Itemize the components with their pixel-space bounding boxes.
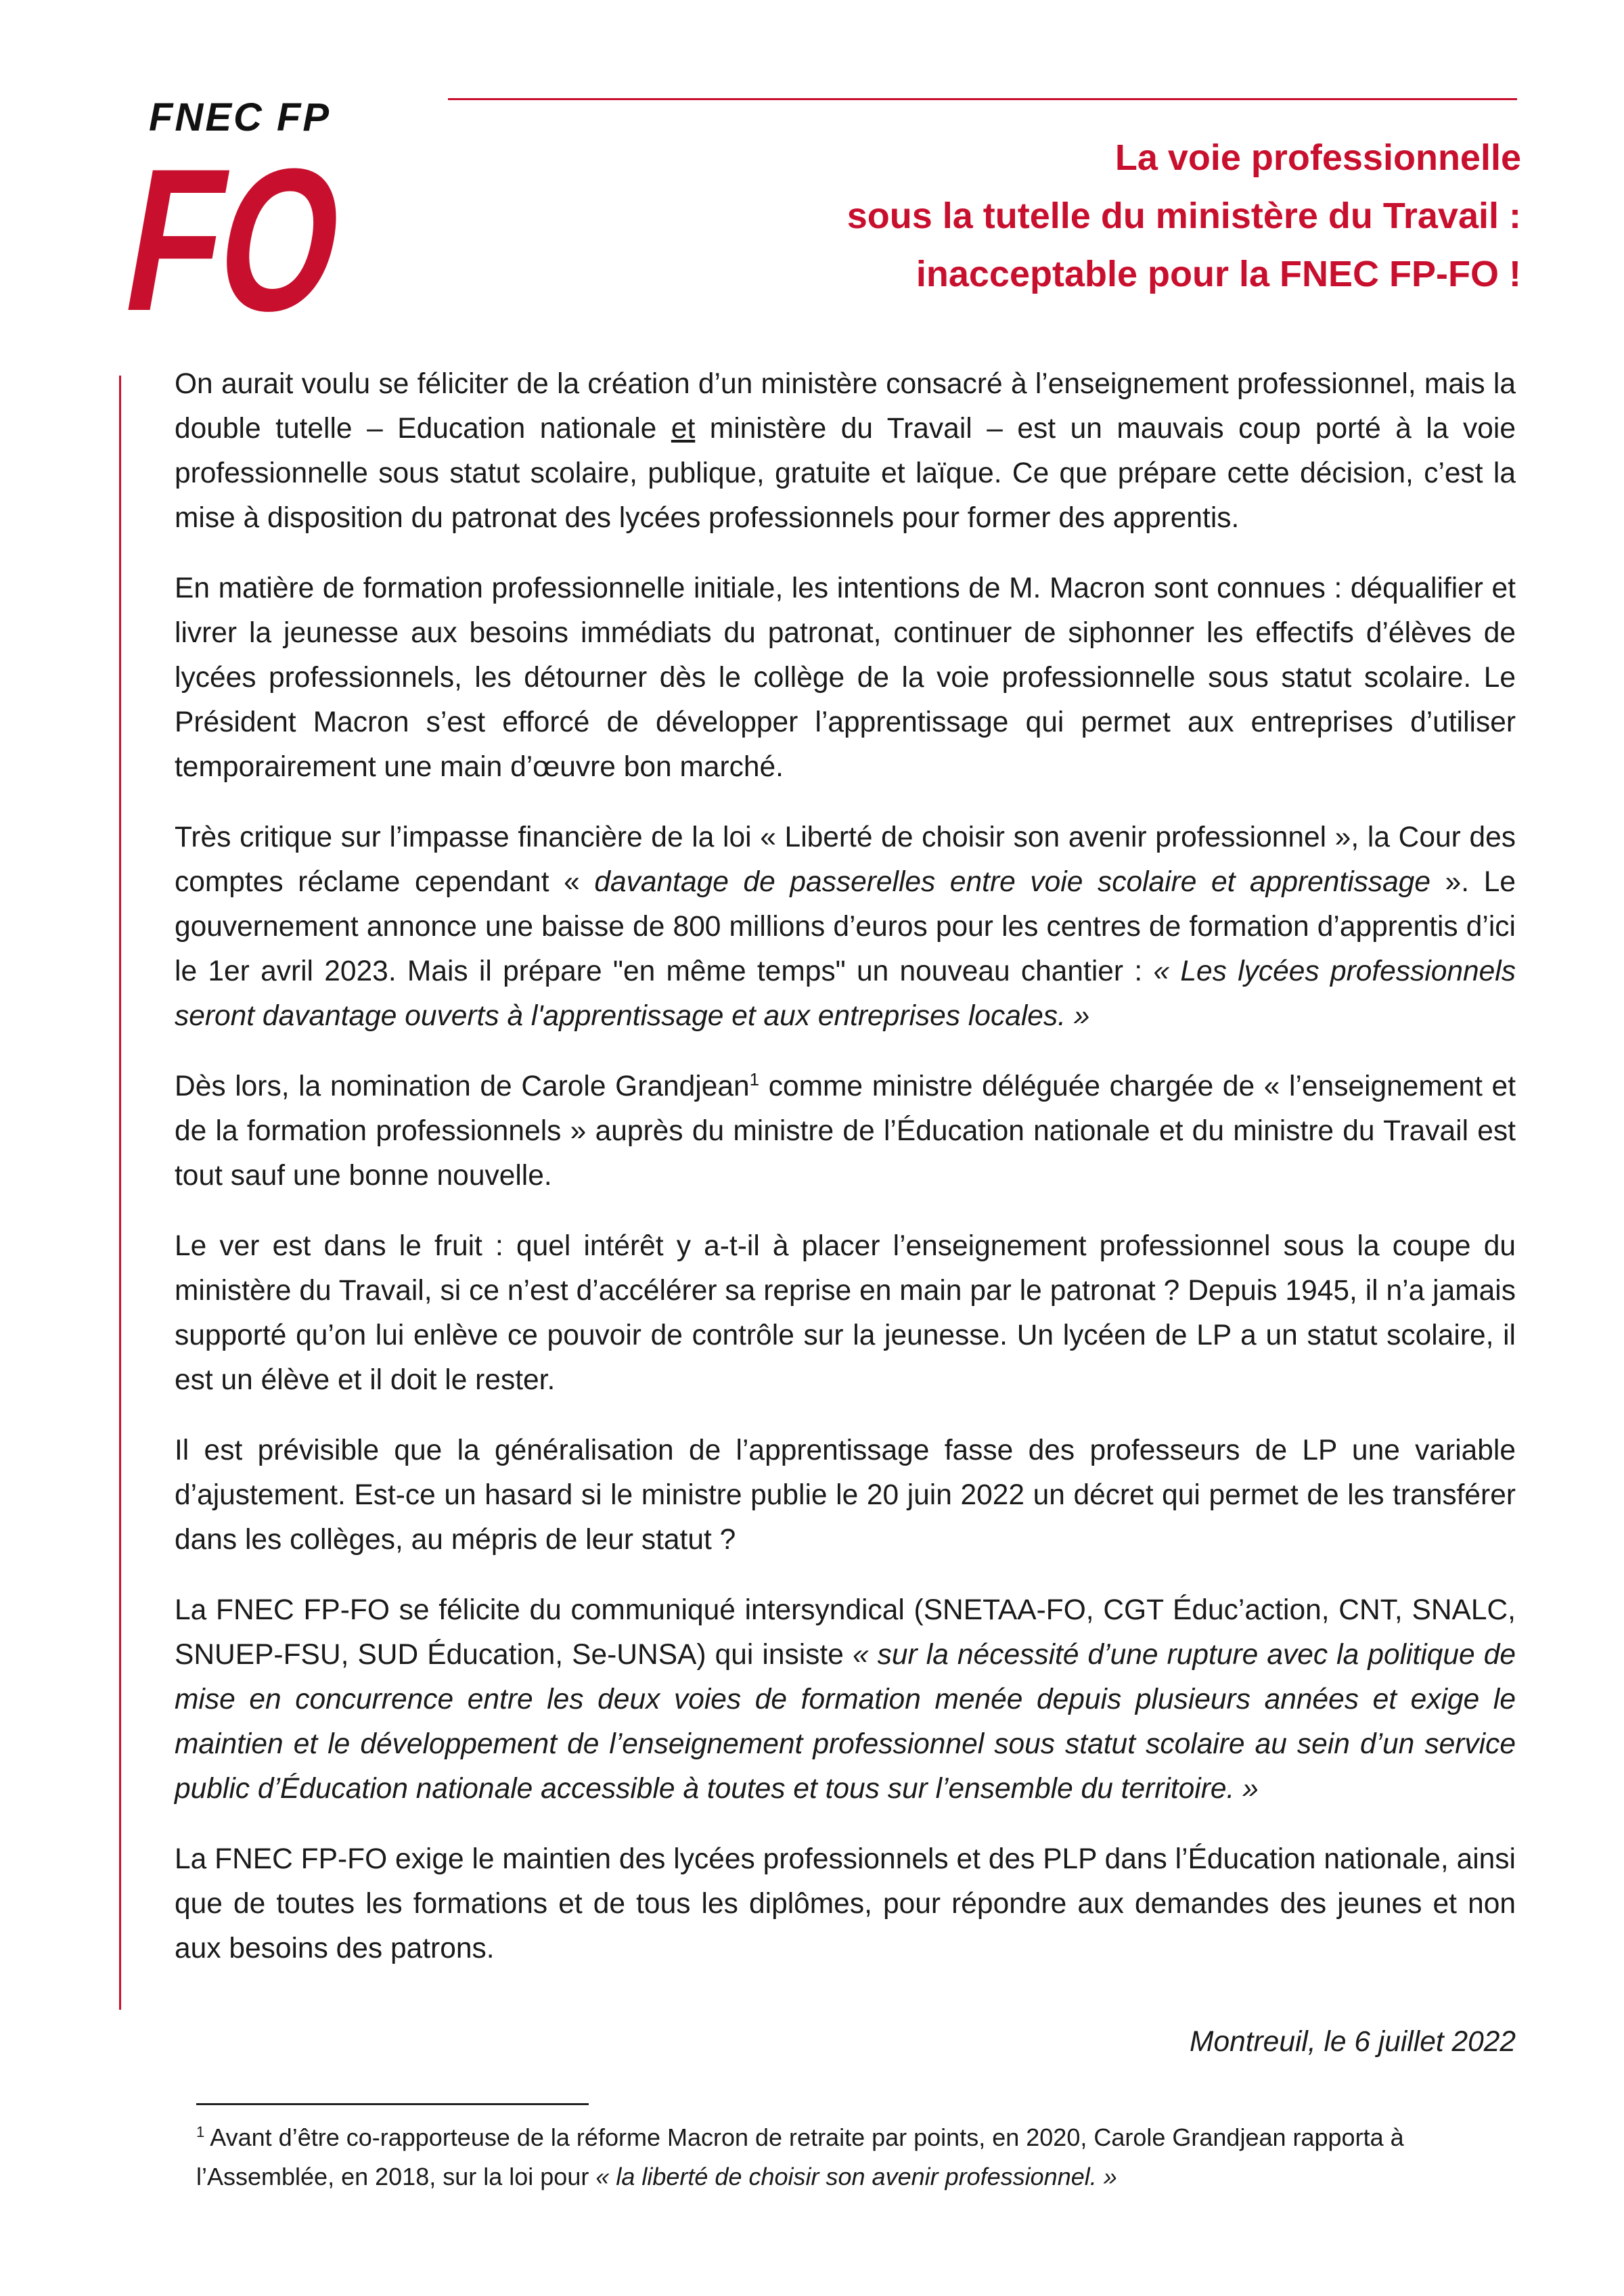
paragraph-6: Il est prévisible que la généralisation de l’apprentissage fasse des professeurs de LP une variable d’ajustement. Est-ce un hasard si le ministre publie le 20 juin 2022 un décret qui permet de les transférer dans les collèges, au mépris de leur statut ? bbox=[175, 1435, 1516, 1556]
title-line-1: La voie professionnelle bbox=[1114, 137, 1521, 178]
signature-place-date: Montreuil, le 6 juillet 2022 bbox=[1190, 2026, 1516, 2058]
paragraph-4-text-b: comme ministre déléguée chargée de « l’enseignement et de la formation professionnels » auprès du ministre de l’Éducation nationale et du ministre du Travail est tout sauf une bonne nouvelle. bbox=[175, 1071, 1516, 1192]
paragraph-7-quote: « sur la nécessité d’une rupture avec la politique de mise en concurrence entre les deux voies de formation menée depuis plusieurs années et exige le maintien et le développement de l’enseignement professionnel sous statut scolaire au sein d’un service public d’Éducation nationale accessible à toutes et tous sur l’ensemble du territoire. » bbox=[175, 1639, 1516, 1805]
fo-logo-mark bbox=[108, 127, 432, 354]
paragraph-7 bbox=[175, 1588, 1516, 1811]
footnote-quote: « la liberté de choisir son avenir professionnel. » bbox=[595, 2163, 1117, 2190]
paragraph-1-text-a: On aurait voulu se féliciter de la création d’un ministère consacré à l’enseignement professionnel, mais la double tutelle – Education nationale bbox=[175, 368, 1516, 445]
paragraph-4-text-a: Dès lors, la nomination de Carole Grandjean bbox=[175, 1071, 750, 1102]
footnote-rule bbox=[196, 2103, 589, 2105]
title-line-2: sous la tutelle du ministère du Travail : bbox=[847, 196, 1521, 236]
paragraph-4 bbox=[175, 1064, 1516, 1198]
paragraph-3-text-a: Très critique sur l’impasse financière de la loi « Liberté de choisir son avenir professionnel », la Cour des comptes réclame cependant « bbox=[175, 821, 1516, 898]
paragraph-3-quote-1: davantage de passerelles entre voie scolaire et apprentissage bbox=[594, 866, 1431, 898]
paragraph-7-text-a: La FNEC FP-FO se félicite du communiqué intersyndical (SNETAA-FO, CGT Éduc’action, CNT, SNALC, SNUEP-FSU, SUD Éducation, Se-UNSA) qui insiste bbox=[175, 1594, 1516, 1671]
article-body bbox=[175, 362, 1516, 1997]
footnote-number: 1 bbox=[196, 2123, 205, 2140]
paragraph-3 bbox=[175, 815, 1516, 1039]
paragraph-3-quote-2: « Les lycées professionnels seront davantage ouverts à l'apprentissage et aux entreprises locales. » bbox=[175, 955, 1516, 1032]
paragraph-1-text-c: ministère du Travail – est un mauvais coup porté à la voie professionnelle sous statut scolaire, publique, gratuite et laïque. Ce que prépare cette décision, c’est la mise à disposition du patronat des lycées professionnels pour former des apprentis. bbox=[175, 413, 1516, 534]
paragraph-8: La FNEC FP-FO exige le maintien des lycées professionnels et des PLP dans l’Éducation nationale, ainsi que de toutes les formations et de tous les diplômes, pour répondre aux demandes des jeunes et non aux besoins des patrons. bbox=[175, 1843, 1516, 1964]
paragraph-1-underlined: et bbox=[671, 413, 696, 445]
footnote-reference[interactable]: 1 bbox=[749, 1068, 760, 1089]
footnote-text-a: Avant d’être co-rapporteuse de la réforme Macron de retraite par points, en 2020, Carole Grandjean rapporta à l’Assemblée, en 2018, sur la loi pour bbox=[196, 2123, 1404, 2190]
fo-logo-letters: FO bbox=[110, 127, 432, 354]
logo-top-text: FNEC FP bbox=[149, 95, 332, 139]
paragraph-1 bbox=[175, 362, 1516, 541]
paragraph-3-text-c: ». Le gouvernement annonce une baisse de 800 millions d’euros pour les centres de formation d’apprentis d’ici le 1er avril 2023. Mais il prépare "en même temps" un nouveau chantier : bbox=[175, 866, 1516, 987]
header-rule bbox=[448, 98, 1517, 100]
fnec-fp-fo-logo bbox=[108, 95, 432, 354]
document-title bbox=[506, 129, 1521, 303]
footnote bbox=[196, 2118, 1482, 2197]
side-rule bbox=[119, 376, 121, 2010]
title-line-3: inacceptable pour la FNEC FP-FO ! bbox=[916, 254, 1521, 294]
paragraph-2: En matière de formation professionnelle initiale, les intentions de M. Macron sont connues : déqualifier et livrer la jeunesse aux besoins immédiats du patronat, continuer de siphonner les effectifs d’élèves de lycées professionnels, les détourner dès le collège de la voie professionnelle sous statut scolaire. Le Président Macron s’est efforcé de développer l’apprentissage qui permet aux entreprises d’utiliser temporairement une main d’œuvre bon marché. bbox=[175, 572, 1516, 783]
paragraph-5: Le ver est dans le fruit : quel intérêt y a-t-il à placer l’enseignement professionnel sous la coupe du ministère du Travail, si ce n’est d’accélérer sa reprise en main par le patronat ? Depuis 1945, il n’a jamais supporté qu’on lui enlève ce pouvoir de contrôle sur la jeunesse. Un lycéen de LP a un statut scolaire, il est un élève et il doit le rester. bbox=[175, 1230, 1516, 1396]
